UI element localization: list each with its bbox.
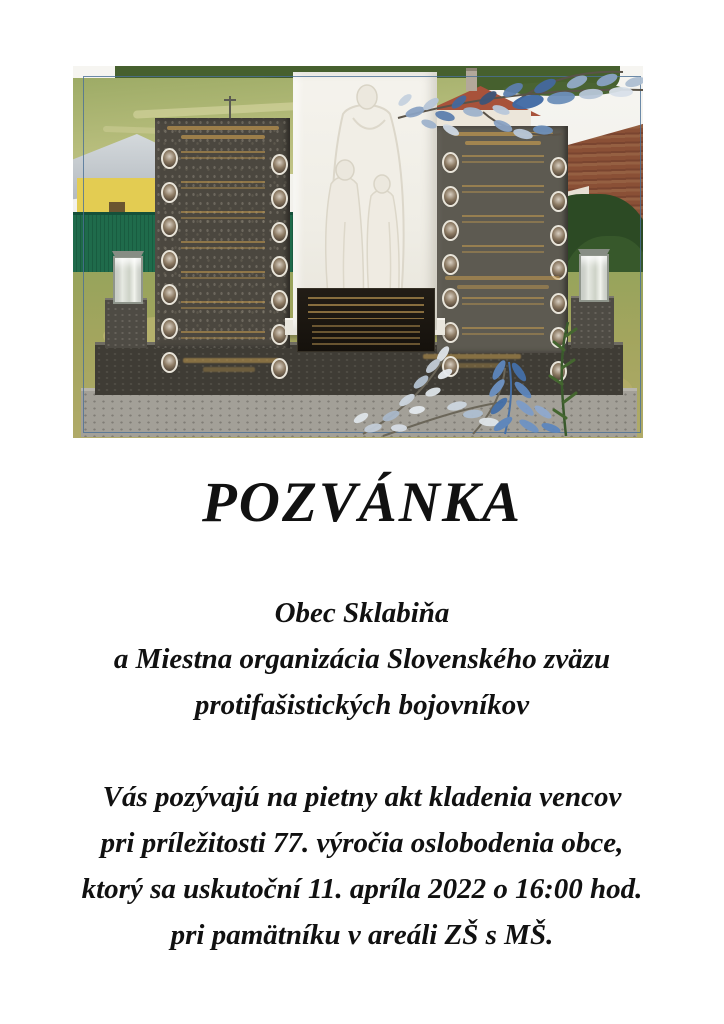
watercolor-leaves-bottom-icon <box>353 342 565 438</box>
page-title: POZVÁNKA <box>201 471 523 534</box>
invitation-line-4: pri pamätníku v areáli ZŠ s MŠ. <box>170 919 554 951</box>
invitation-block <box>0 774 724 958</box>
invitation-line-2: pri príležitosti 77. výročia oslobodenia obce, <box>100 827 624 859</box>
watercolor-leaves-top-icon <box>393 66 643 156</box>
organizer-line-2: a Miestna organizácia Slovenského zväzu <box>113 643 611 675</box>
invitation-line-3: ktorý sa uskutoční 11. apríla 2022 o 16:00 hod. <box>81 873 643 905</box>
invitation-line-1: Vás pozývajú na pietny akt kladenia vencov <box>102 781 622 813</box>
organizer-line-1: Obec Sklabiňa <box>274 597 450 629</box>
memorial-photo <box>73 66 643 438</box>
organizer-block <box>0 590 724 728</box>
organizer-line-3: protifašistických bojovníkov <box>194 689 530 721</box>
